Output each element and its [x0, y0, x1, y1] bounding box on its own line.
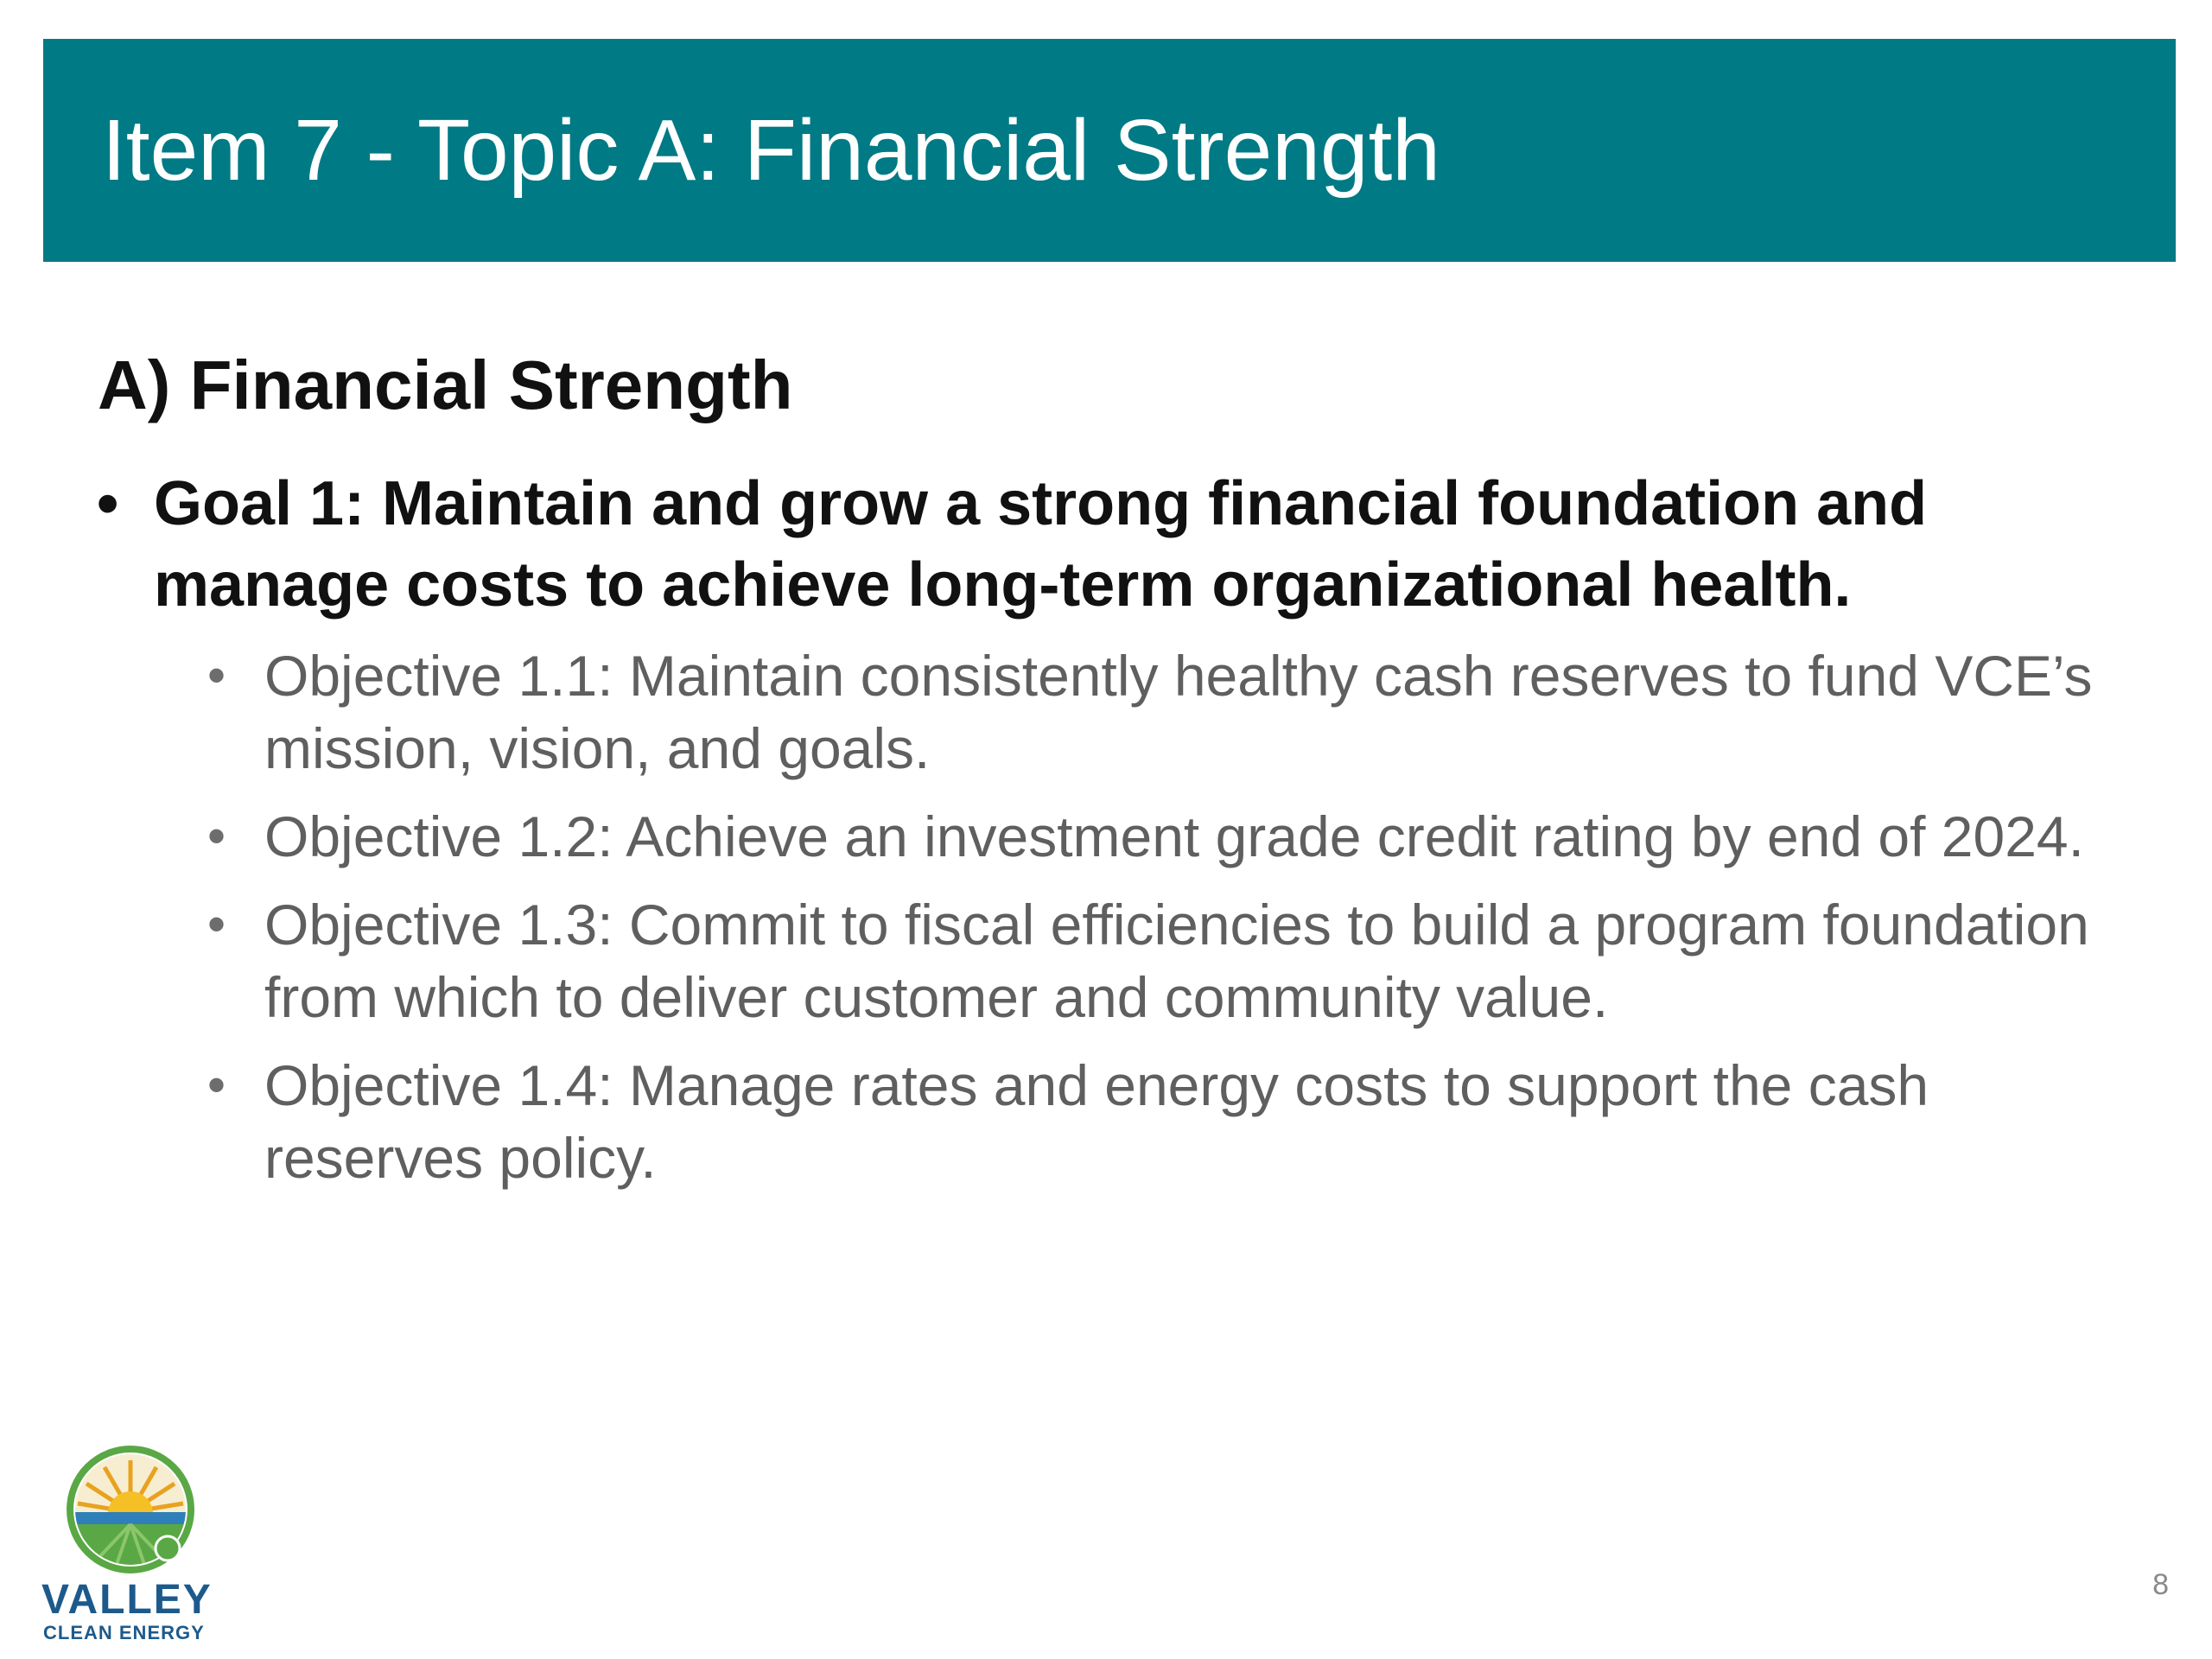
valley-clean-energy-logo: [38, 1445, 228, 1652]
bullet-icon: •: [207, 1056, 226, 1114]
objective-text: Objective 1.2: Achieve an investment grade credit rating by end of 2024.: [264, 804, 2084, 868]
objective-text: Objective 1.4: Manage rates and energy costs to support the cash reserves policy.: [264, 1053, 1929, 1190]
sun-over-fields-logo-icon: [66, 1445, 195, 1574]
section-heading: A) Financial Strength: [98, 346, 793, 423]
goal-list-item: [97, 463, 2024, 626]
logo-wordmark: VALLEY: [41, 1577, 213, 1623]
objective-text: Objective 1.1: Maintain consistently healthy cash reserves to fund VCE’s mission, vision, and goals.: [264, 644, 2093, 780]
page-number: 8: [2152, 1568, 2169, 1601]
title-banner: [43, 39, 2176, 262]
bullet-icon: •: [207, 807, 226, 865]
objective-item: [207, 888, 2108, 1033]
objective-item: [207, 800, 2108, 873]
slide-title: Item 7 - Topic A: Financial Strength: [102, 101, 1440, 199]
logo-subtitle: CLEAN ENERGY: [43, 1622, 205, 1643]
bullet-icon: •: [97, 469, 119, 538]
objective-item: [207, 1049, 2108, 1194]
bullet-icon: •: [207, 646, 226, 704]
goal-text: Goal 1: Maintain and grow a strong financial foundation and manage costs to achieve long-term organizational health.: [154, 469, 1928, 620]
bullet-icon: •: [207, 895, 226, 953]
objective-item: [207, 639, 2108, 785]
objective-text: Objective 1.3: Commit to fiscal efficiencies to build a program foundation from which to deliver customer and community value.: [264, 893, 2089, 1029]
objectives-list: [207, 639, 2108, 1210]
